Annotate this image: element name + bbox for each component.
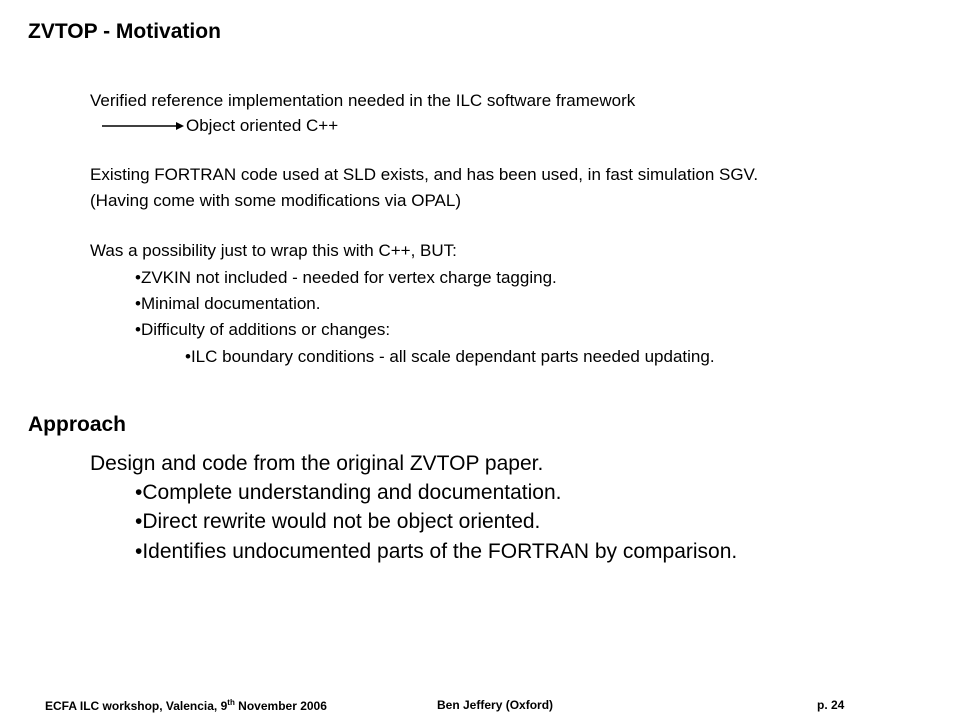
slide-title: ZVTOP - Motivation: [28, 20, 221, 43]
motivation-line-1: Verified reference implementation needed in the ILC software framework: [90, 91, 636, 110]
footer-event-suffix: November 2006: [234, 699, 327, 713]
approach-bullet-3: •Identifies undocumented parts of the FORTRAN by comparison.: [135, 540, 738, 563]
motivation-line-4: Was a possibility just to wrap this with C++, BUT:: [90, 241, 457, 260]
motivation-line-3: (Having come with some modifications via OPAL): [90, 191, 461, 210]
arrow-text: Object oriented C++: [186, 116, 339, 135]
motivation-line-2: Existing FORTRAN code used at SLD exists, and has been used, in fast simulation SGV.: [90, 165, 759, 184]
approach-heading: Approach: [28, 413, 127, 436]
footer-author: Ben Jeffery (Oxford): [437, 698, 554, 712]
footer-event-prefix: ECFA ILC workshop, Valencia, 9: [45, 699, 228, 713]
footer-event-sup: th: [227, 698, 235, 707]
footer-event: [45, 698, 327, 713]
motivation-bullet-3: •Difficulty of additions or changes:: [135, 320, 391, 339]
motivation-subbullet-1: •ILC boundary conditions - all scale dependant parts needed updating.: [185, 347, 715, 366]
approach-line-1: Design and code from the original ZVTOP paper.: [90, 452, 544, 475]
footer-page-number: p. 24: [817, 698, 845, 712]
motivation-bullet-1: •ZVKIN not included - needed for vertex charge tagging.: [135, 268, 557, 287]
approach-bullet-1: •Complete understanding and documentation.: [135, 481, 562, 504]
motivation-bullet-2: •Minimal documentation.: [135, 294, 321, 313]
arrow-icon: [102, 119, 184, 133]
approach-bullet-2: •Direct rewrite would not be object oriented.: [135, 510, 541, 533]
